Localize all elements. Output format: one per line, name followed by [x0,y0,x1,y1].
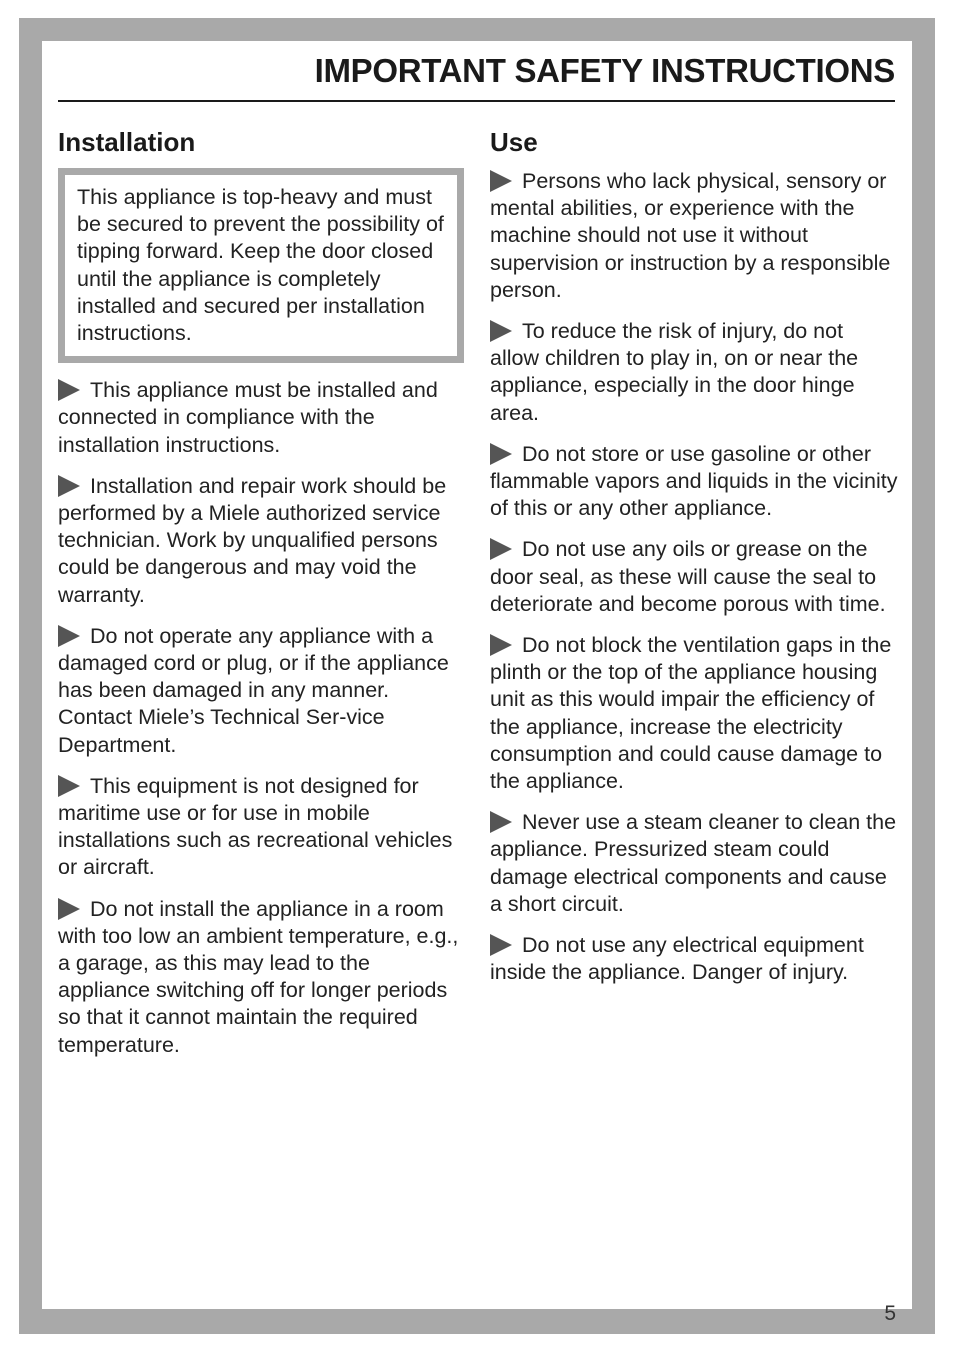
page-number: 5 [884,1302,896,1325]
installation-heading: Installation [58,127,196,157]
triangle-right-icon [490,934,512,956]
triangle-right-icon [58,898,80,920]
triangle-right-icon [490,538,512,560]
use-item: Do not use any electrical equipment inside the appliance. Danger of injury. [490,933,864,985]
triangle-right-icon [58,475,80,497]
use-heading: Use [490,127,538,157]
triangle-right-icon [490,634,512,656]
installation-item: Do not operate any appliance with a damaged cord or plug, or if the appliance has been damaged in any manner. Contact Miele’s Technical Ser-vice Department. [58,623,449,757]
triangle-right-icon [58,775,80,797]
installation-item: Do not install the appliance in a room with too low an ambient temperature, e.g., a garage, as this may lead to the appliance switching off for longer periods so that it cannot maintain the required temperature. [58,896,459,1057]
warning-box [58,168,464,363]
triangle-right-icon [490,170,512,192]
use-item: Never use a steam cleaner to clean the appliance. Pressurized steam could damage electrical components and cause a short circuit. [490,810,897,916]
triangle-right-icon [58,625,80,647]
use-item: Persons who lack physical, sensory or mental abilities, or experience with the machine should not use it without supervision or instruction by a responsible person. [490,169,891,302]
use-column [490,124,898,1000]
installation-item: This equipment is not designed for maritime use or for use in mobile installations such as recreational vehicles or aircraft. [58,773,453,880]
installation-item: This appliance must be installed and connected in compliance with the installation instructions. [58,378,438,457]
triangle-right-icon [58,379,80,401]
use-item: Do not store or use gasoline or other flammable vapors and liquids in the vicinity of this or any other appliance. [490,441,898,521]
use-item: Do not block the ventilation gaps in the plinth or the top of the appliance housing unit as this would impair the efficiency of the appliance, increase the electricity consumption and could cause damage to the appliance. [490,633,892,794]
installation-item: Installation and repair work should be performed by a Miele authorized service technician. Work by unqualified persons could be dangerous and may void the warranty. [58,473,447,607]
page-title: IMPORTANT SAFETY INSTRUCTIONS [314,52,895,89]
triangle-right-icon [490,443,512,465]
triangle-right-icon [490,320,512,342]
triangle-right-icon [490,811,512,833]
installation-column [58,124,464,1073]
warning-text: This appliance is top-heavy and must be secured to prevent the possibility of tipping forward. Keep the door closed until the appliance is completely installed and secured per installation instructions. [77,185,444,346]
title-divider [58,100,895,102]
use-item: Do not use any oils or grease on the door seal, as these will cause the seal to deteriorate and become porous with time. [490,537,886,616]
use-item: To reduce the risk of injury, do not allow children to play in, on or near the appliance, especially in the door hinge area. [490,319,859,425]
